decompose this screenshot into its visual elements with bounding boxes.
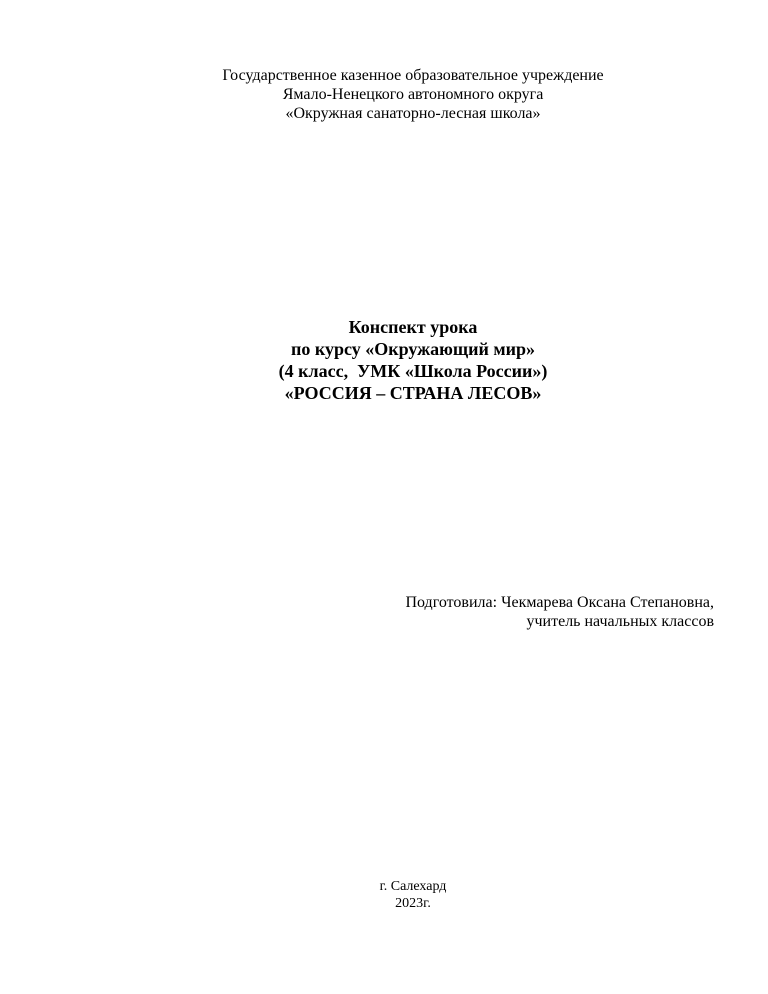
title-line-1: Конспект урока (348, 317, 478, 337)
year: 2023г. (395, 896, 431, 911)
author-position: учитель начальных классов (526, 613, 714, 630)
institution-name-line-1: Государственное казенное образовательное учреждение (222, 67, 604, 84)
institution-header (0, 66, 768, 123)
title-line-3: (4 класс, УМК «Школа России») (278, 361, 548, 381)
place-and-year (0, 878, 768, 912)
institution-name-line-3: «Окружная санаторно-лесная школа» (285, 105, 541, 122)
title-line-4: «РОССИЯ – СТРАНА ЛЕСОВ» (284, 383, 542, 403)
author-name: Подготовила: Чекмарева Оксана Степановна, (405, 594, 714, 611)
city: г. Салехард (379, 879, 447, 894)
document-title (0, 316, 768, 404)
institution-name-line-2: Ямало-Ненецкого автономного округа (282, 86, 544, 103)
title-line-2: по курсу «Окружающий мир» (290, 339, 536, 359)
author-info (405, 593, 714, 631)
